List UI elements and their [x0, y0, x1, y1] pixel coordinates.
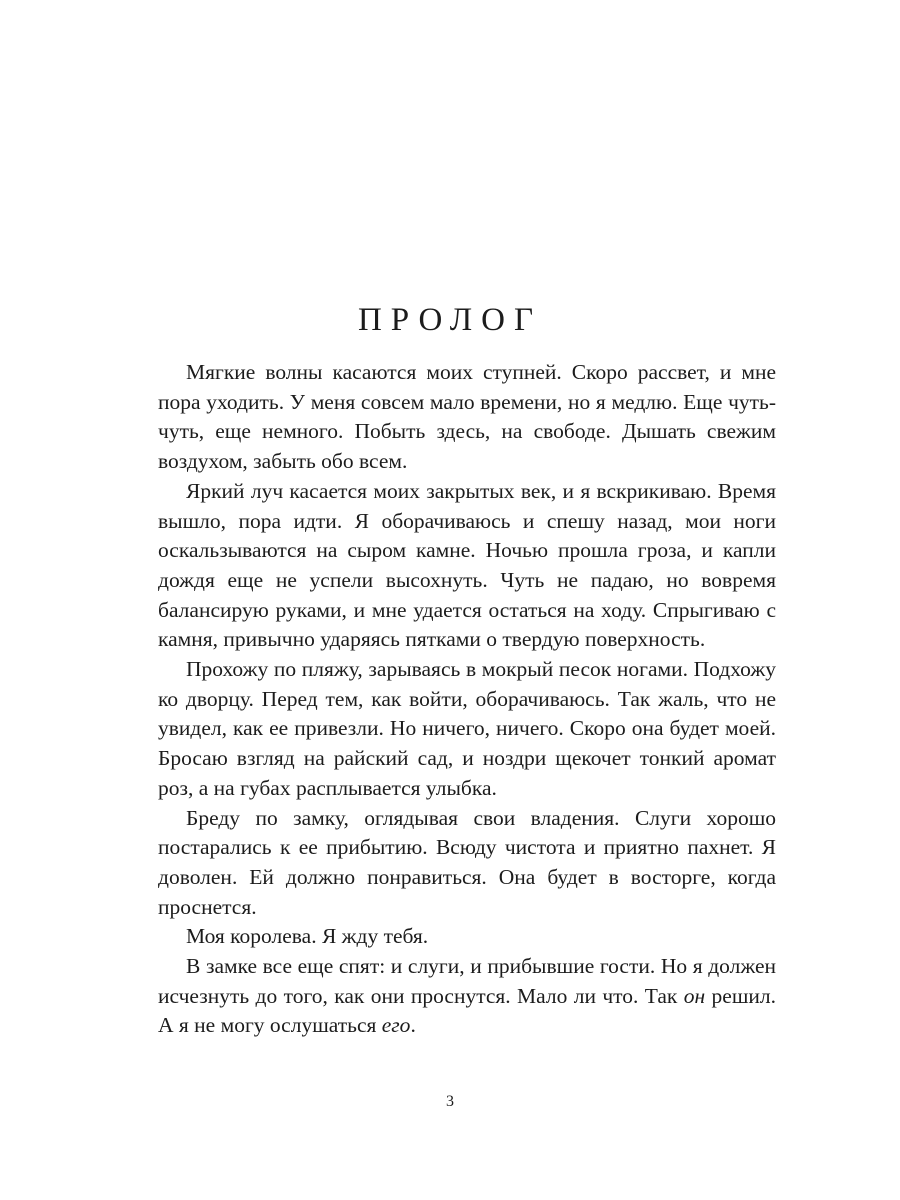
text-run: В замке все еще спят: и слуги, и прибывшие гости. Но я должен исчезнуть до того, как они проснутся. Мало ли что. Так: [158, 954, 776, 1008]
italic-word: он: [683, 983, 706, 1008]
text-run: .: [410, 1013, 416, 1038]
paragraph: Прохожу по пляжу, зарываясь в мокрый песок ногами. Подхожу ко дворцу. Перед тем, как войти, оборачиваюсь. Так жаль, что не увидел, как ее привезли. Но ничего, ничего. Скоро она будет моей. Бросаю взгляд на райский сад, и ноздри щекочет тонкий аромат роз, а на губах расплывается улыбка.: [158, 657, 776, 800]
text-run: решил. А я не могу ослушаться: [158, 983, 776, 1038]
paragraph: Яркий луч касается моих закрытых век, и я вскрикиваю. Время вышло, пора идти. Я оборачиваюсь и спешу назад, мои ноги оскальзываются на сыром камне. Ночью прошла гроза, и капли дождя еще не успели высохнуть. Чуть не падаю, но вовремя балансирую руками, и мне удается остаться на ходу. Спрыгиваю с камня, привычно ударяясь пятками о твердую поверхность.: [158, 478, 776, 652]
body-text: [158, 358, 776, 1041]
page-number: 3: [446, 1093, 454, 1110]
paragraph: Мягкие волны касаются моих ступней. Скоро рассвет, и мне пора уходить. У меня совсем мало времени, но я медлю. Еще чуть-чуть, еще немного. Побыть здесь, на свободе. Дышать свежим воздухом, забыть обо всем.: [158, 360, 776, 474]
italic-word: его: [381, 1013, 411, 1038]
paragraph-final: [158, 952, 776, 1041]
chapter-title: ПРОЛОГ: [357, 302, 543, 338]
paragraph: Бреду по замку, оглядывая свои владения. Слуги хорошо постарались к ее прибытию. Всюду чистота и приятно пахнет. Я доволен. Ей должно понравиться. Она будет в восторге, когда проснется.: [158, 805, 776, 919]
paragraph: Моя королева. Я жду тебя.: [186, 924, 429, 949]
